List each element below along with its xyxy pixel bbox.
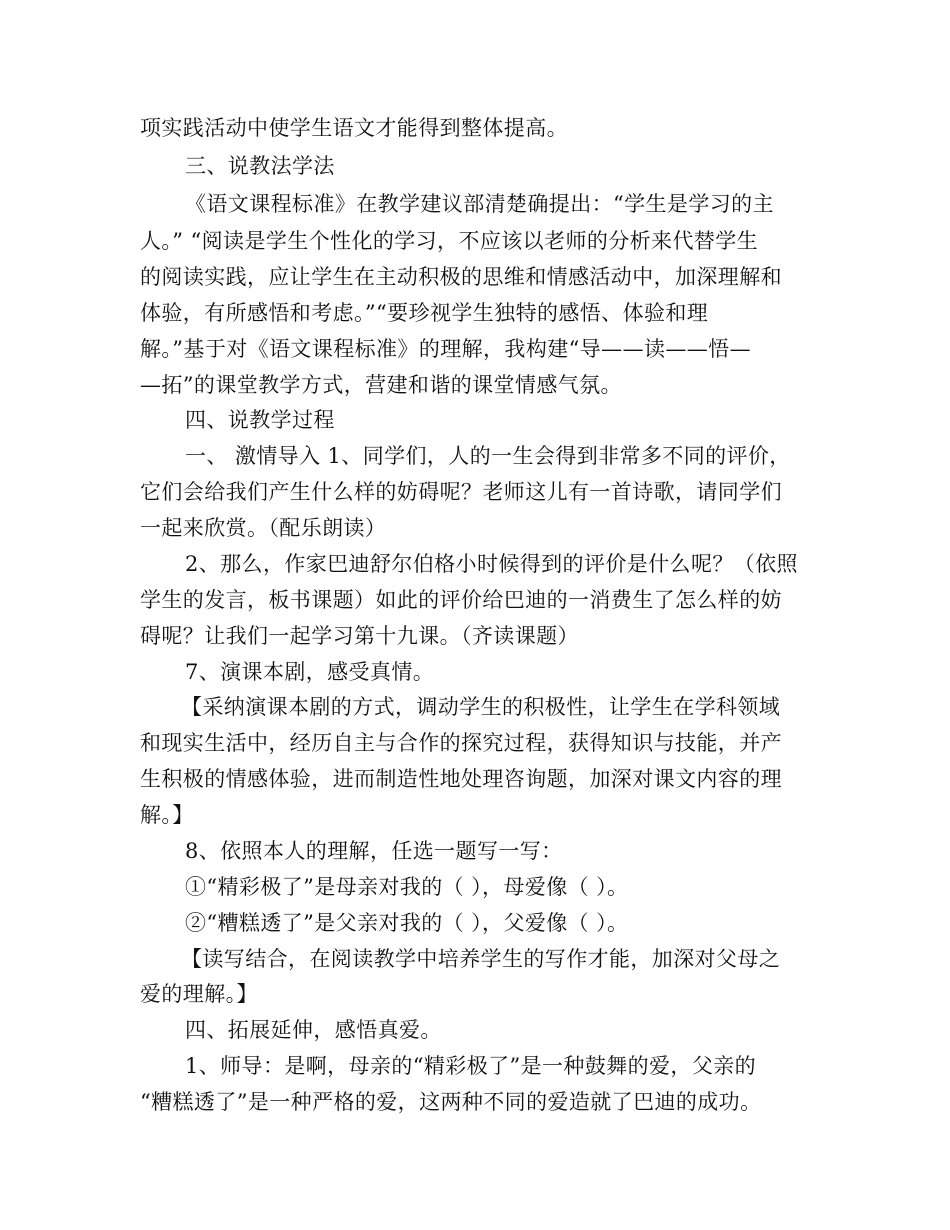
section-heading: 四、说教学过程 [185, 408, 335, 432]
paragraph-line: 一起来欣赏。（配乐朗读） [140, 516, 387, 540]
paragraph-line: 《语文课程标准》在教学建议部清楚确提出：“学生是学习的主 [185, 192, 774, 216]
paragraph-line: ①“精彩极了”是母亲对我的（ ），母爱像（ ）。 [185, 875, 629, 899]
paragraph-line: 1、师导：是啊，母亲的“精彩极了”是一种鼓舞的爱，父亲的 [185, 1054, 757, 1078]
paragraph-line: 生积极的情感体验，进而制造性地处理咨询题，加深对课文内容的理 [140, 767, 782, 791]
paragraph-line: 【采纳演课本剧的方式，调动学生的积极性，让学生在学科领域 [181, 695, 781, 719]
paragraph-line: 碍呢？让我们一起学习第十九课。（齐读课题） [140, 624, 579, 648]
paragraph-line: 一、 激情导入 1、同学们，人的一生会得到非常多不同的评价， [185, 444, 791, 468]
section-heading: 四、拓展延伸，感悟真爱。 [185, 1018, 442, 1042]
paragraph-line: 的阅读实践，应让学生在主动积极的思维和情感活动中，加深理解和 [140, 265, 782, 289]
paragraph-line: 和现实生活中，经历自主与合作的探究过程，获得知识与技能，并产 [140, 731, 782, 755]
paragraph-line: ②“糟糕透了”是父亲对我的（ ），父爱像（ ）。 [185, 911, 629, 935]
paragraph-line: 解。】 [140, 803, 194, 827]
paragraph-line: 它们会给我们产生什么样的妨碍呢？老师这儿有一首诗歌，请同学们 [140, 480, 782, 504]
paragraph-line: 8、依照本人的理解，任选一题写一写： [185, 839, 563, 863]
paragraph-line: 2、那么，作家巴迪舒尔伯格小时候得到的评价是什么呢？（依照 [185, 552, 798, 576]
paragraph-line: 解。”基于对《语文课程标准》的理解，我构建“导——读——悟— [140, 337, 751, 361]
paragraph-line: 7、演课本剧，感受真情。 [185, 660, 435, 684]
paragraph-line: 体验，有所感悟和考虑。”“要珍视学生独特的感悟、体验和理 [140, 301, 709, 325]
paragraph-line: 人。” “阅读是学生个性化的学习，不应该以老师的分析来代替学生 [140, 229, 759, 253]
paragraph-line: “糟糕透了”是一种严格的爱，这两种不同的爱造就了巴迪的成功。 [140, 1090, 762, 1114]
paragraph-line: —拓”的课堂教学方式，营建和谐的课堂情感气氛。 [140, 373, 622, 397]
paragraph-line: 项实践活动中使学生语文才能得到整体提高。 [140, 116, 568, 140]
paragraph-line: 爱的理解。】 [140, 982, 258, 1006]
section-heading: 三、说教法学法 [185, 154, 335, 178]
paragraph-line: 学生的发言，板书课题）如此的评价给巴迪的一消费生了怎么样的妨 [140, 588, 782, 612]
paragraph-line: 【读写结合，在阅读教学中培养学生的写作才能，加深对父母之 [181, 947, 781, 971]
